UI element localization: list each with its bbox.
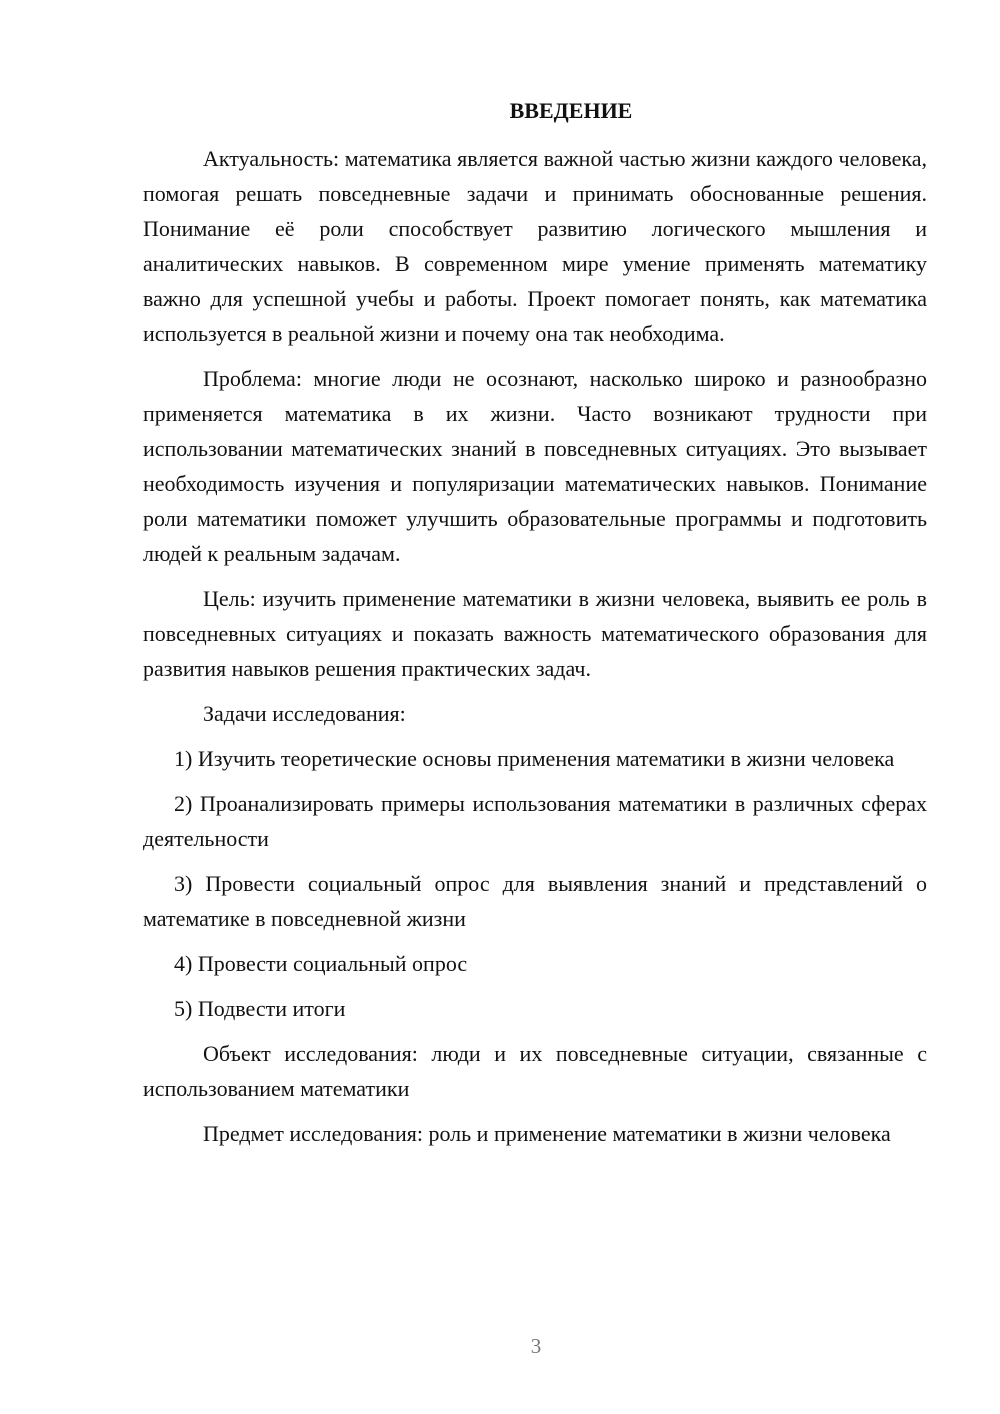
task-item-5: 5) Подвести итоги bbox=[174, 996, 346, 1021]
tasks-heading: Задачи исследования: bbox=[203, 701, 406, 726]
goal-paragraph: Цель: изучить применение математики в жизни человека, выявить ее роль в повседневных ситуациях и показать важность математического образования для развития навыков решения практических задач. bbox=[143, 586, 927, 681]
page-number-text: 3 bbox=[530, 1334, 542, 1358]
task-item-2: 2) Проанализировать примеры использования математики в различных сферах деятельности bbox=[143, 791, 927, 851]
problem-paragraph: Проблема: многие люди не осознают, насколько широко и разнообразно применяется математика в их жизни. Часто возникают трудности при использовании математических знаний в повседневных ситуациях. Это вызывает необходимость изучения и популяризации математических навыков. Понимание роли математики поможет улучшить образовательные программы и подготовить людей к реальным задачам. bbox=[143, 366, 927, 566]
page-number bbox=[0, 1334, 1000, 1359]
relevance-paragraph: Актуальность: математика является важной частью жизни каждого человека, помогая решать повседневные задачи и принимать обоснованные решения. Понимание её роли способствует развитию логического мышления и аналитических навыков. В современном мире умение применять математику важно для успешной учебы и работы. Проект помогает понять, как математика используется в реальной жизни и почему она так необходима. bbox=[143, 146, 927, 346]
task-item-3: 3) Провести социальный опрос для выявления знаний и представлений о математике в повседневной жизни bbox=[143, 871, 927, 931]
task-item-1: 1) Изучить теоретические основы применения математики в жизни человека bbox=[174, 746, 895, 771]
task-item-4: 4) Провести социальный опрос bbox=[174, 951, 468, 976]
research-object-paragraph: Объект исследования: люди и их повседневные ситуации, связанные с использованием математики bbox=[143, 1041, 927, 1101]
section-title: ВВЕДЕНИЕ bbox=[509, 98, 633, 123]
page-content bbox=[143, 95, 927, 1161]
research-subject-paragraph: Предмет исследования: роль и применение математики в жизни человека bbox=[203, 1121, 891, 1146]
